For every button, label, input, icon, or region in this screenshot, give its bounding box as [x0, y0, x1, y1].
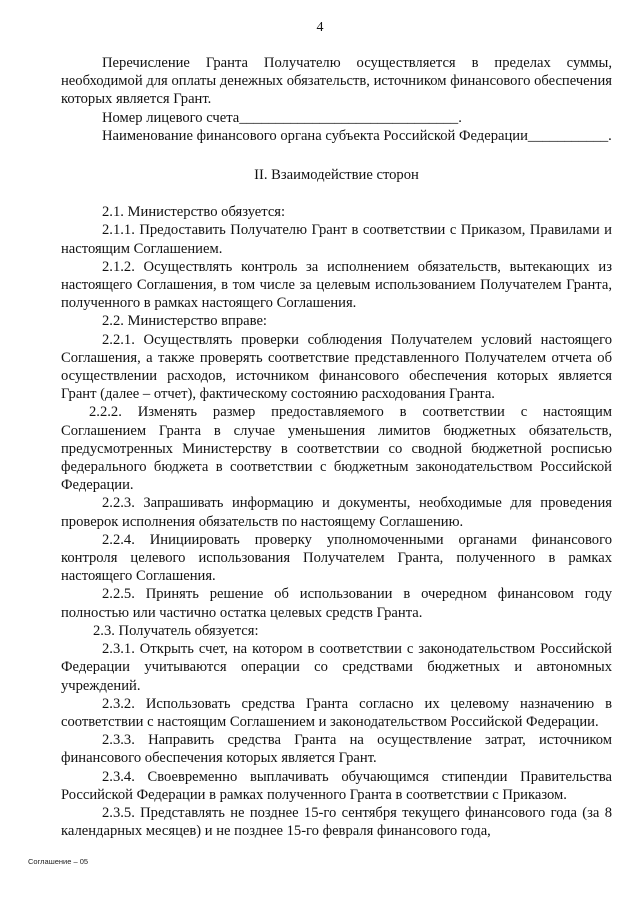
- paragraph-2-2-1: 2.2.1. Осуществлять проверки соблюдения Получателем условий настоящего Соглашения, а также проверять соответствие представленного Получателем отчета об осуществлении расходов, источником финансового обеспечения которых является Грант (далее – отчет), фактическому состоянию расходования Гранта.: [61, 331, 612, 403]
- footer-document-code: Соглашение – 05: [28, 857, 89, 866]
- section-title: II. Взаимодействие сторон: [254, 167, 419, 184]
- paragraph-financial-authority: Наименование финансового органа субъекта Российской Федерации___________.: [102, 127, 612, 144]
- paragraph-2-2-5: 2.2.5. Принять решение об использовании в очередном финансовом году полностью или частично остатка целевых средств Гранта.: [61, 586, 612, 621]
- paragraph-2-3: 2.3. Получатель обязуется:: [93, 622, 259, 639]
- paragraph-2-2-2: 2.2.2. Изменять размер предоставляемого в соответствии с настоящим Соглашением Гранта в случае уменьшения лимитов бюджетных обязательств, предусмотренных Министерству в соответствии со сводной бюджетной росписью федерального бюджета в соответствии с бюджетным законодательством Российской Федерации.: [61, 404, 612, 494]
- paragraph-2-3-1: 2.3.1. Открыть счет, на котором в соответствии с законодательством Российской Федерации учитываются операции со средствами бюджетных и автономных учреждений.: [61, 641, 612, 694]
- paragraph-2-3-2: 2.3.2. Использовать средства Гранта согласно их целевому назначению в соответствии с настоящим Соглашением и законодательством Российской Федерации.: [61, 695, 612, 730]
- document-body: [61, 54, 612, 840]
- page-number: 4: [316, 20, 324, 35]
- paragraph-2-2-3: 2.2.3. Запрашивать информацию и документы, необходимые для проведения проверок исполнения обязательств по настоящему Соглашению.: [61, 495, 612, 530]
- paragraph-2-1: 2.1. Министерство обязуется:: [102, 204, 286, 221]
- paragraph-2-3-3: 2.3.3. Направить средства Гранта на осуществление затрат, источником финансового обеспечения которых является Грант.: [61, 732, 612, 767]
- paragraph-2-1-1: 2.1.1. Предоставить Получателю Грант в соответствии с Приказом, Правилами и настоящим Соглашением.: [61, 222, 612, 257]
- paragraph-2-3-4: 2.3.4. Своевременно выплачивать обучающимся стипендии Правительства Российской Федерации в рамках полученного Гранта в соответствии с Приказом.: [61, 768, 612, 803]
- paragraph-grant-transfer: Перечисление Гранта Получателю осуществляется в пределах суммы, необходимой для оплаты денежных обязательств, источником финансового обеспечения которых является Грант.: [61, 55, 612, 108]
- paragraph-2-1-2: 2.1.2. Осуществлять контроль за исполнением обязательств, вытекающих из настоящего Соглашения, в том числе за целевым использованием Получателем Гранта, полученного в рамках настоящего Соглашения.: [61, 258, 612, 312]
- paragraph-2-2-4: 2.2.4. Инициировать проверку уполномоченными органами финансового контроля целевого использования Получателем Гранта, полученного в рамках настоящего Соглашения.: [61, 531, 612, 585]
- paragraph-2-3-5: 2.3.5. Представлять не позднее 15-го сентября текущего финансового года (за 8 календарных месяцев) и не позднее 15-го февраля финансового года,: [61, 804, 612, 840]
- paragraph-account-number: Номер лицевого счета______________________________.: [102, 109, 462, 126]
- paragraph-2-2: 2.2. Министерство вправе:: [102, 313, 267, 330]
